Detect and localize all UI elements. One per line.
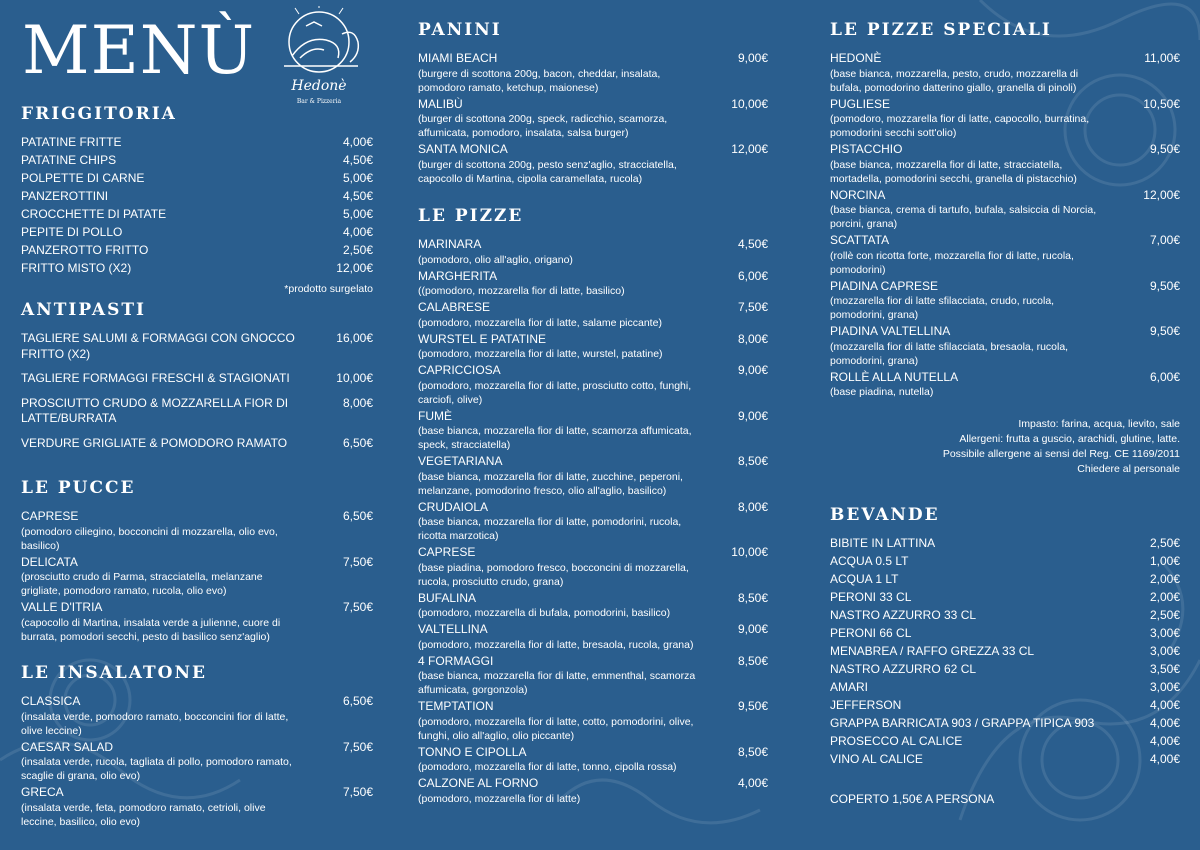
item-price: 10,00€ (336, 371, 373, 385)
section-pizze-speciali (830, 22, 1180, 477)
page-title: MENÙ (22, 12, 256, 89)
menu-item (830, 279, 1180, 323)
item-name: MARGHERITA (418, 268, 498, 283)
menu-item (418, 409, 768, 453)
item-description: (base bianca, crema di tartufo, bufala, salsiccia di Norcia, porcini, grana) (830, 204, 1097, 230)
section-insalatone (21, 665, 373, 831)
item-name: MALIBÙ (418, 96, 463, 111)
item-name: FRITTO MISTO (X2) (21, 261, 132, 275)
menu-item (418, 142, 768, 186)
item-name: BIBITE IN LATTINA (830, 536, 936, 550)
item-name: PROSECCO AL CALICE (830, 734, 963, 748)
item-price: 8,00€ (737, 499, 768, 514)
item-price: 4,00€ (342, 135, 373, 149)
item-name: GRECA (21, 785, 64, 799)
item-price: 16,00€ (336, 331, 373, 345)
item-description: (pomodoro, mozzarella fior di latte, capocollo, burratina, pomodorini secchi sott'olio) (830, 113, 1090, 139)
item-name: PATATINE FRITTE (21, 135, 122, 149)
item-price: 2,50€ (1149, 536, 1180, 550)
item-price: 6,50€ (342, 509, 373, 523)
item-name: ROLLÈ ALLA NUTELLA (830, 369, 959, 384)
item-name: TONNO E CIPOLLA (418, 744, 527, 759)
menu-item (21, 261, 373, 279)
item-name: PANZEROTTINI (21, 189, 109, 203)
item-price: 4,50€ (342, 189, 373, 203)
menu-item (830, 608, 1180, 626)
item-name: AMARI (830, 680, 869, 694)
item-name: CRUDAIOLA (418, 499, 489, 514)
item-price: 11,00€ (1144, 51, 1180, 65)
item-description: (pomodoro, olio all'aglio, origano) (418, 253, 573, 266)
menu-item (830, 233, 1180, 277)
item-name: MIAMI BEACH (418, 51, 498, 65)
item-price: 4,00€ (1149, 698, 1180, 712)
item-price: 12,00€ (1143, 187, 1180, 202)
item-price: 5,00€ (342, 171, 373, 185)
item-description: (base bianca, mozzarella fior di latte, scamorza affumicata, speck, stracciatella) (418, 425, 692, 451)
item-price: 8,00€ (342, 395, 373, 410)
item-price: 8,50€ (737, 454, 768, 468)
item-description: (capocollo di Martina, insalata verde a julienne, cuore di burrata, pomodori secchi, pesto di basilico senz'aglio) (21, 616, 281, 643)
menu-item (21, 207, 373, 225)
menu-item (830, 142, 1180, 186)
item-price: 9,00€ (737, 622, 768, 636)
item-name: VERDURE GRIGLIATE & POMODORO RAMATO (21, 435, 288, 450)
item-price: 1,00€ (1149, 554, 1180, 568)
item-description: (pomodoro, mozzarella fior di latte, prosciutto cotto, funghi, carciofi, olive) (418, 379, 692, 406)
item-price: 2,00€ (1149, 572, 1180, 586)
item-description: (base bianca, mozzarella fior di latte, emmenthal, scamorza affumicata, gorgonzola) (418, 670, 696, 696)
menu-item (830, 536, 1180, 554)
item-price: 8,50€ (737, 590, 768, 605)
item-price: 6,00€ (737, 268, 768, 283)
item-name: CAESAR SALAD (21, 739, 114, 754)
item-description: (mozzarella fior di latte sfilacciata, bresaola, rucola, pomodorini, grana) (830, 340, 1069, 367)
item-name: CALABRESE (418, 300, 491, 314)
section-pucce (21, 480, 373, 646)
item-description: (pomodoro, mozzarella fior di latte, wurstel, patatine) (418, 348, 663, 360)
menu-item (21, 740, 373, 784)
item-price: 10,00€ (731, 545, 768, 559)
menu-item (830, 644, 1180, 662)
item-name: CLASSICA (21, 694, 81, 708)
item-name: 4 FORMAGGI (418, 653, 494, 668)
item-name: MARINARA (418, 237, 482, 251)
item-description: (pomodoro, mozzarella fior di latte, salame piccante) (418, 316, 662, 329)
menu-item (830, 370, 1180, 400)
item-price: 8,50€ (737, 744, 768, 759)
section-bevande (830, 507, 1180, 806)
logo (266, 6, 372, 106)
item-price: 8,50€ (737, 653, 768, 668)
section-title: ANTIPASTI (21, 300, 146, 320)
section-title: LE PIZZE SPECIALI (830, 20, 1052, 40)
menu-item (418, 332, 768, 362)
item-description: (insalata verde, pomodoro ramato, bocconcini fior di latte, olive leccine) (21, 710, 289, 737)
item-name: GRAPPA BARRICATA 903 / GRAPPA TIPICA 903 (830, 716, 1095, 730)
item-name: CALZONE AL FORNO (418, 776, 539, 790)
allergen-note: Possibile allergene ai sensi del Reg. CE 1169/2011 (942, 448, 1180, 460)
item-name: PISTACCHIO (830, 142, 903, 156)
menu-item (21, 555, 373, 599)
item-description: (pomodoro, mozzarella fior di latte, cotto, pomodorini, olive, funghi, olio all'aglio, olio piccante) (418, 715, 694, 742)
allergen-note: Allergeni: frutta a guscio, arachidi, glutine, latte. (959, 433, 1180, 445)
item-description: (base bianca, mozzarella fior di latte, zucchine, peperoni, melanzane, pomodorino fresco, olio all'aglio, basilico) (418, 470, 683, 497)
item-description: (pomodoro, mozzarella fior di latte) (418, 792, 581, 805)
menu-item (830, 324, 1180, 368)
item-name: VEGETARIANA (418, 454, 503, 468)
menu-item (418, 300, 768, 330)
menu-item (21, 225, 373, 243)
item-name: VALTELLINA (418, 622, 488, 636)
item-price: 6,50€ (342, 694, 373, 708)
item-price: 7,50€ (342, 554, 373, 569)
item-description: (burgere di scottona 200g, bacon, cheddar, insalata, pomodoro ramato, ketchup, maionese) (418, 67, 661, 94)
item-name: WURSTEL E PATATINE (418, 331, 547, 346)
menu-item (418, 699, 768, 743)
section-friggitoria (21, 106, 373, 297)
item-description: (base bianca, mozzarella fior di latte, pomodorini, rucola, ricotta marzotica) (418, 516, 682, 542)
section-title: LE INSALATONE (21, 663, 207, 683)
item-name: ACQUA 0.5 LT (830, 554, 909, 568)
wave-sun-logo-icon (266, 6, 372, 76)
item-name: NASTRO AZZURRO 62 CL (830, 662, 977, 676)
item-price: 7,50€ (737, 300, 768, 314)
item-price: 9,50€ (1149, 324, 1180, 338)
coperto-note: COPERTO 1,50€ A PERSONA (830, 792, 995, 806)
menu-item (21, 243, 373, 261)
menu-item (418, 654, 768, 698)
item-price: 6,50€ (342, 435, 373, 450)
menu-item (830, 716, 1180, 734)
item-price: 2,00€ (1149, 590, 1180, 604)
item-name: VINO AL CALICE (830, 752, 923, 766)
menu-item (418, 745, 768, 775)
item-name: TAGLIERE SALUMI & FORMAGGI CON GNOCCO FRITTO (X2) (21, 331, 295, 361)
menu-item (830, 554, 1180, 572)
item-price: 9,50€ (1149, 142, 1180, 156)
item-name: PEPITE DI POLLO (21, 225, 123, 239)
item-name: PIADINA VALTELLINA (830, 324, 951, 338)
item-name: PERONI 33 CL (830, 590, 912, 604)
item-description: (rollè con ricotta forte, mozzarella fior di latte, rucola, pomodorini) (830, 249, 1074, 276)
menu-item (830, 698, 1180, 716)
menu-item (21, 189, 373, 207)
item-price: 3,00€ (1149, 644, 1180, 658)
menu-item (830, 572, 1180, 590)
menu-item (418, 776, 768, 806)
menu-item (418, 269, 768, 299)
menu-item (418, 51, 768, 95)
item-price: 12,00€ (731, 142, 768, 156)
section-antipasti (21, 302, 373, 460)
item-price: 4,00€ (1149, 716, 1180, 730)
item-description: (base piadina, pomodoro fresco, bocconcini di mozzarella, rucola, prosciutto crudo, grana) (418, 561, 689, 588)
item-description: (pomodoro, mozzarella fior di latte, tonno, cipolla rossa) (418, 761, 677, 773)
item-description: (mozzarella fior di latte sfilacciata, crudo, rucola, pomodorini, grana) (830, 295, 1055, 321)
item-name: PATATINE CHIPS (21, 153, 117, 167)
item-price: 4,50€ (737, 237, 768, 251)
menu-item (418, 545, 768, 589)
section-title: BEVANDE (830, 505, 940, 525)
section-panini (418, 22, 768, 188)
menu-item (21, 153, 373, 171)
item-name: CAPRESE (21, 509, 79, 523)
item-name: POLPETTE DI CARNE (21, 171, 145, 185)
item-price: 4,00€ (1149, 752, 1180, 766)
menu-item (21, 331, 373, 362)
item-name: CAPRICCIOSA (418, 363, 501, 377)
menu-item (418, 500, 768, 544)
item-description: (burger di scottona 200g, pesto senz'aglio, stracciatella, capocollo di Martina, cipolla caramellata, rucola) (418, 158, 677, 185)
item-name: TAGLIERE FORMAGGI FRESCHI & STAGIONATI (21, 371, 290, 385)
item-name: VALLE D'ITRIA (21, 600, 103, 614)
item-price: 4,00€ (1149, 734, 1180, 748)
item-price: 2,50€ (1149, 608, 1180, 622)
item-description: ((pomodoro, mozzarella fior di latte, basilico) (418, 285, 625, 297)
item-description: (base bianca, mozzarella, pesto, crudo, mozzarella di bufala, pomodorino datterino giallo, granella di pinoli) (830, 67, 1079, 94)
item-description: (base bianca, mozzarella fior di latte, stracciatella, mortadella, pomodorini secchi, granella di pistacchio) (830, 158, 1077, 185)
item-name: NASTRO AZZURRO 33 CL (830, 608, 977, 622)
menu-item (418, 237, 768, 267)
item-price: 9,00€ (737, 363, 768, 377)
item-price: 4,00€ (342, 225, 373, 239)
item-price: 4,50€ (342, 153, 373, 167)
menu-item (830, 97, 1180, 141)
menu-item (21, 135, 373, 153)
item-name: BUFALINA (418, 590, 477, 605)
item-price: 7,50€ (342, 600, 373, 614)
item-price: 3,50€ (1149, 662, 1180, 676)
item-name: FUMÈ (418, 408, 452, 423)
item-description: (insalata verde, rucola, tagliata di pollo, pomodoro ramato, scaglie di grana, olio evo) (21, 756, 292, 782)
item-description: (pomodoro, mozzarella di bufala, pomodorini, basilico) (418, 607, 671, 619)
item-name: PANZEROTTO FRITTO (21, 243, 149, 257)
item-description: (insalata verde, feta, pomodoro ramato, cetrioli, olive leccine, basilico, olio evo) (21, 801, 266, 828)
item-description: (pomodoro ciliegino, bocconcini di mozzarella, olio evo, basilico) (21, 525, 278, 552)
item-name: PROSCIUTTO CRUDO & MOZZARELLA FIOR DI LATTE/BURRATA (21, 395, 289, 425)
menu-item (830, 680, 1180, 698)
item-name: MENABREA / RAFFO GREZZA 33 CL (830, 644, 1035, 658)
item-price: 10,50€ (1143, 96, 1180, 111)
menu-item (418, 591, 768, 621)
item-name: TEMPTATION (418, 699, 494, 713)
menu-item (830, 51, 1180, 95)
item-name: PUGLIESE (830, 96, 891, 111)
item-name: SANTA MONICA (418, 142, 508, 156)
item-name: SCATTATA (830, 233, 890, 247)
item-price: 12,00€ (336, 261, 373, 275)
item-name: PIADINA CAPRESE (830, 278, 939, 293)
item-price: 6,00€ (1149, 369, 1180, 384)
item-price: 4,00€ (737, 776, 768, 790)
item-price: 7,00€ (1149, 233, 1180, 247)
item-name: DELICATA (21, 554, 78, 569)
menu-item (830, 590, 1180, 608)
item-name: NORCINA (830, 187, 886, 202)
menu-item (418, 622, 768, 652)
item-description: (pomodoro, mozzarella fior di latte, bresaola, rucola, grana) (418, 638, 694, 651)
item-name: HEDONÈ (830, 51, 882, 65)
menu-item (21, 396, 373, 427)
item-price: 7,50€ (342, 739, 373, 754)
section-title: PANINI (418, 20, 502, 40)
menu-item (21, 171, 373, 189)
menu-item (21, 436, 373, 452)
logo-subtitle: Bar & Pizzeria (296, 98, 342, 105)
frozen-note: *prodotto surgelato (284, 283, 373, 295)
menu-item (21, 785, 373, 829)
item-price: 9,50€ (737, 699, 768, 713)
section-title: LE PUCCE (21, 478, 136, 498)
item-description: (base piadina, nutella) (830, 386, 934, 398)
allergen-notes (830, 417, 1180, 477)
menu-item (21, 509, 373, 553)
menu-item (418, 97, 768, 141)
item-name: ACQUA 1 LT (830, 572, 899, 586)
item-name: CROCCHETTE DI PATATE (21, 207, 167, 221)
item-price: 9,00€ (737, 51, 768, 65)
menu-item (830, 626, 1180, 644)
item-name: JEFFERSON (830, 698, 902, 712)
section-title: LE PIZZE (418, 206, 524, 226)
menu-item (21, 694, 373, 738)
allergen-note: Chiedere al personale (1077, 463, 1180, 475)
menu-item (830, 662, 1180, 680)
item-price: 2,50€ (342, 243, 373, 257)
item-description: (prosciutto crudo di Parma, stracciatella, melanzane grigliate, pomodoro ramato, rucola, olio evo) (21, 571, 263, 597)
item-price: 3,00€ (1149, 680, 1180, 694)
item-price: 3,00€ (1149, 626, 1180, 640)
menu-item (830, 188, 1180, 232)
item-description: (burger di scottona 200g, speck, radicchio, scamorza, affumicata, pomodoro, insalata, salsa burger) (418, 113, 668, 139)
menu-item (21, 600, 373, 644)
section-title: FRIGGITORIA (21, 104, 177, 124)
menu-item (418, 363, 768, 407)
item-price: 9,00€ (737, 408, 768, 423)
menu-item (418, 454, 768, 498)
item-name: CAPRESE (418, 545, 476, 559)
item-price: 9,50€ (1149, 278, 1180, 293)
menu-item (830, 734, 1180, 752)
allergen-note: Impasto: farina, acqua, lievito, sale (1018, 418, 1180, 430)
logo-name: Hedonè (291, 78, 347, 94)
section-pizze (418, 208, 768, 808)
menu-item (830, 752, 1180, 770)
item-name: PERONI 66 CL (830, 626, 912, 640)
item-price: 8,00€ (737, 331, 768, 346)
item-price: 10,00€ (731, 96, 768, 111)
item-price: 7,50€ (342, 785, 373, 799)
menu-item (21, 371, 373, 387)
item-price: 5,00€ (342, 207, 373, 221)
